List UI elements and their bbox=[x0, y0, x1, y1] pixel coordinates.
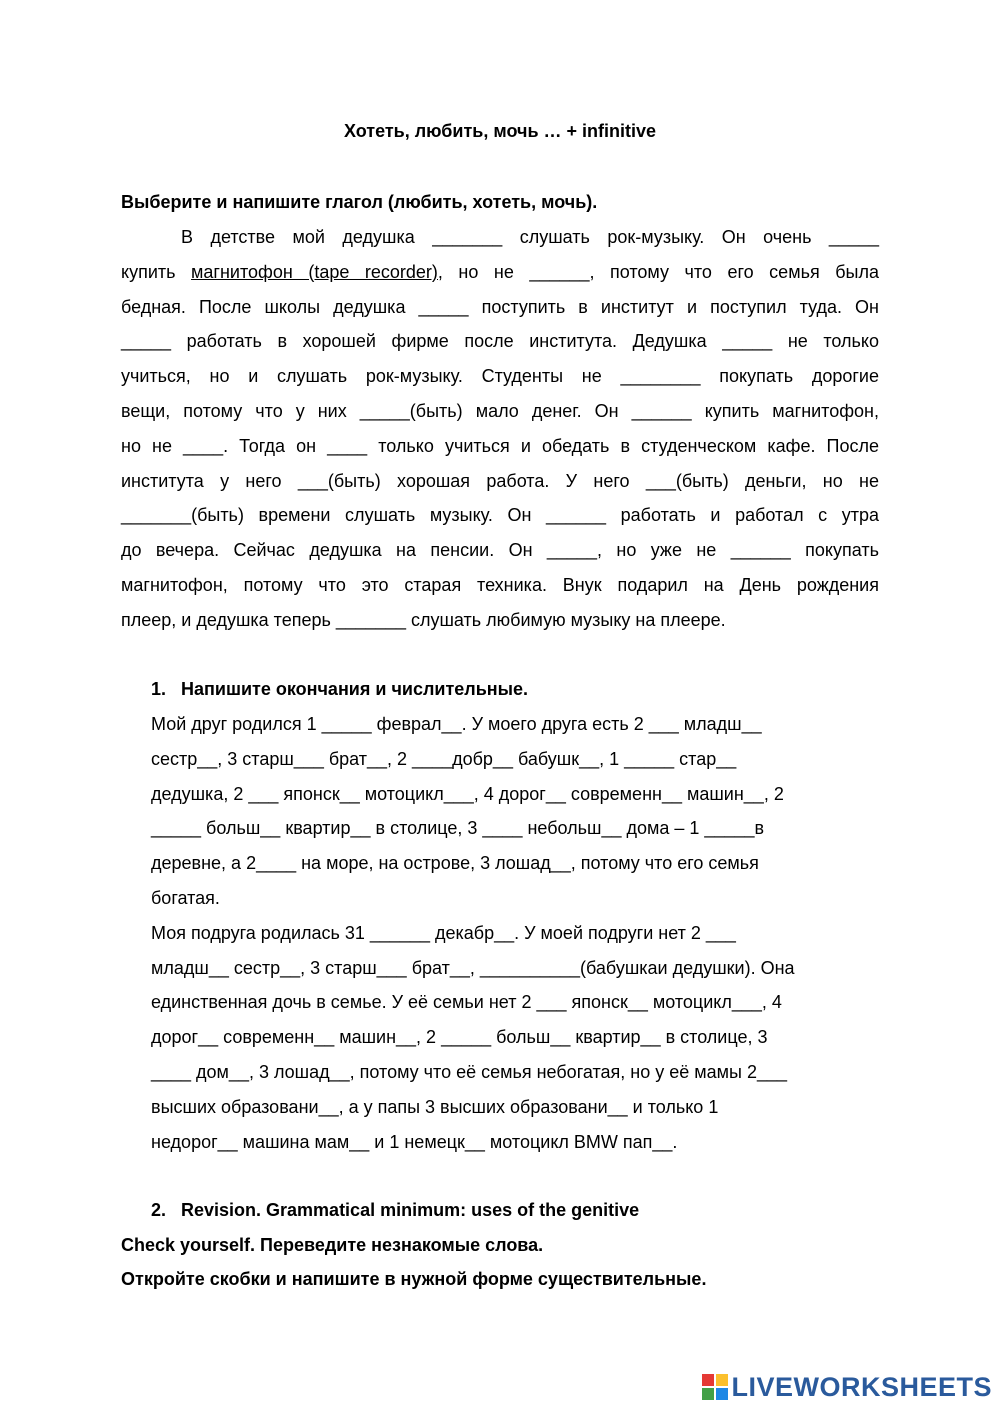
paragraph-line: института у него ___(быть) хорошая работа. У него ___(быть) деньги, но не bbox=[121, 470, 879, 491]
exercise-number: 2. bbox=[151, 1200, 167, 1220]
exercise-line: сестр__, 3 старш___ брат__, 2 ____добр__ бабушк__, 1 _____ стар__ bbox=[151, 748, 737, 769]
exercise-number: 1. bbox=[151, 679, 167, 699]
liveworksheets-logo bbox=[702, 1369, 992, 1405]
exercise-line: _____ больш__ квартир__ в столице, 3 ____ небольш__ дома – 1 _____в bbox=[151, 818, 765, 839]
paragraph-line: плеер, и дедушка теперь _______ слушать любимую музыку на плеере. bbox=[121, 609, 726, 630]
exercise-line: Мой друг родился 1 _____ феврал__. У моего друга есть 2 ___ младш__ bbox=[151, 714, 762, 734]
exercise-line: ____ дом__, 3 лошад__, потому что её семья небогатая, но у её мамы 2___ bbox=[151, 1061, 787, 1082]
logo-icon bbox=[702, 1374, 728, 1400]
exercise-line: недорог__ машина мам__ и 1 немецк__ мотоцикл BMW пап__. bbox=[151, 1131, 678, 1152]
paragraph-line: _______(быть) времени слушать музыку. Он ______ работать и работал с утра bbox=[121, 505, 879, 526]
underlined-term: магнитофон (tape recorder), bbox=[191, 261, 443, 282]
paragraph-line: но не ____. Тогда он ____ только учиться и обедать в студенческом кафе. После bbox=[121, 435, 879, 456]
exercise-2-instruction-1: Check yourself. Переведите незнакомые слова. bbox=[121, 1235, 544, 1255]
exercise-1-heading: 1. Напишите окончания и числительные. bbox=[151, 679, 529, 699]
exercise-line: Моя подруга родилась 31 ______ декабр__. У моей подруги нет 2 ___ bbox=[151, 922, 736, 943]
paragraph-line: купить магнитофон (tape recorder), но не ______, потому что его семья была bbox=[121, 261, 879, 282]
exercise-1-body bbox=[151, 707, 881, 1159]
page-title: Хотеть, любить, мочь … + infinitive bbox=[343, 121, 657, 141]
section-a-paragraph bbox=[121, 220, 879, 638]
paragraph-line: магнитофон, потому что это старая техника. Внук подарил на День рождения bbox=[121, 574, 879, 595]
exercise-line: младш__ сестр__, 3 старш___ брат__, __________(бабушкаи дедушки). Она bbox=[151, 957, 795, 978]
paragraph-line: учиться, но и слушать рок-музыку. Студенты не ________ покупать дорогие bbox=[121, 366, 879, 387]
paragraph-line: бедная. После школы дедушка _____ поступить в институт и поступил туда. Он bbox=[121, 296, 879, 317]
paragraph-line: _____ работать в хорошей фирме после института. Дедушка _____ не только bbox=[121, 331, 879, 352]
exercise-line: деревне, а 2____ на море, на острове, 3 лошад__, потому что его семья bbox=[151, 853, 759, 874]
exercise-line: высших образовани__, а у папы 3 высших образовани__ и только 1 bbox=[151, 1096, 719, 1117]
paragraph-line: В детстве мой дедушка _______ слушать рок-музыку. Он очень _____ bbox=[181, 227, 879, 247]
section-a-heading: Выберите и напишите глагол (любить, хотеть, мочь). bbox=[121, 192, 598, 212]
paragraph-line: вещи, потому что у них _____(быть) мало денег. Он ______ купить магнитофон, bbox=[121, 400, 879, 421]
exercise-line: дедушка, 2 ___ японск__ мотоцикл___, 4 дорог__ современн__ машин__, 2 bbox=[151, 783, 784, 804]
exercise-2-heading: 2. Revision. Grammatical minimum: uses of the genitive bbox=[151, 1200, 640, 1220]
logo-text: LIVEWORKSHEETS bbox=[731, 1371, 992, 1402]
exercise-2-instruction-2: Откройте скобки и напишите в нужной форме существительные. bbox=[121, 1269, 707, 1289]
exercise-line: богатая. bbox=[151, 887, 220, 908]
paragraph-line: до вечера. Сейчас дедушка на пенсии. Он _____, но уже не ______ покупать bbox=[121, 540, 879, 561]
exercise-line: единственная дочь в семье. У её семьи нет 2 ___ японск__ мотоцикл___, 4 bbox=[151, 992, 782, 1013]
exercise-line: дорог__ современн__ машин__, 2 _____ больш__ квартир__ в столице, 3 bbox=[151, 1027, 768, 1048]
